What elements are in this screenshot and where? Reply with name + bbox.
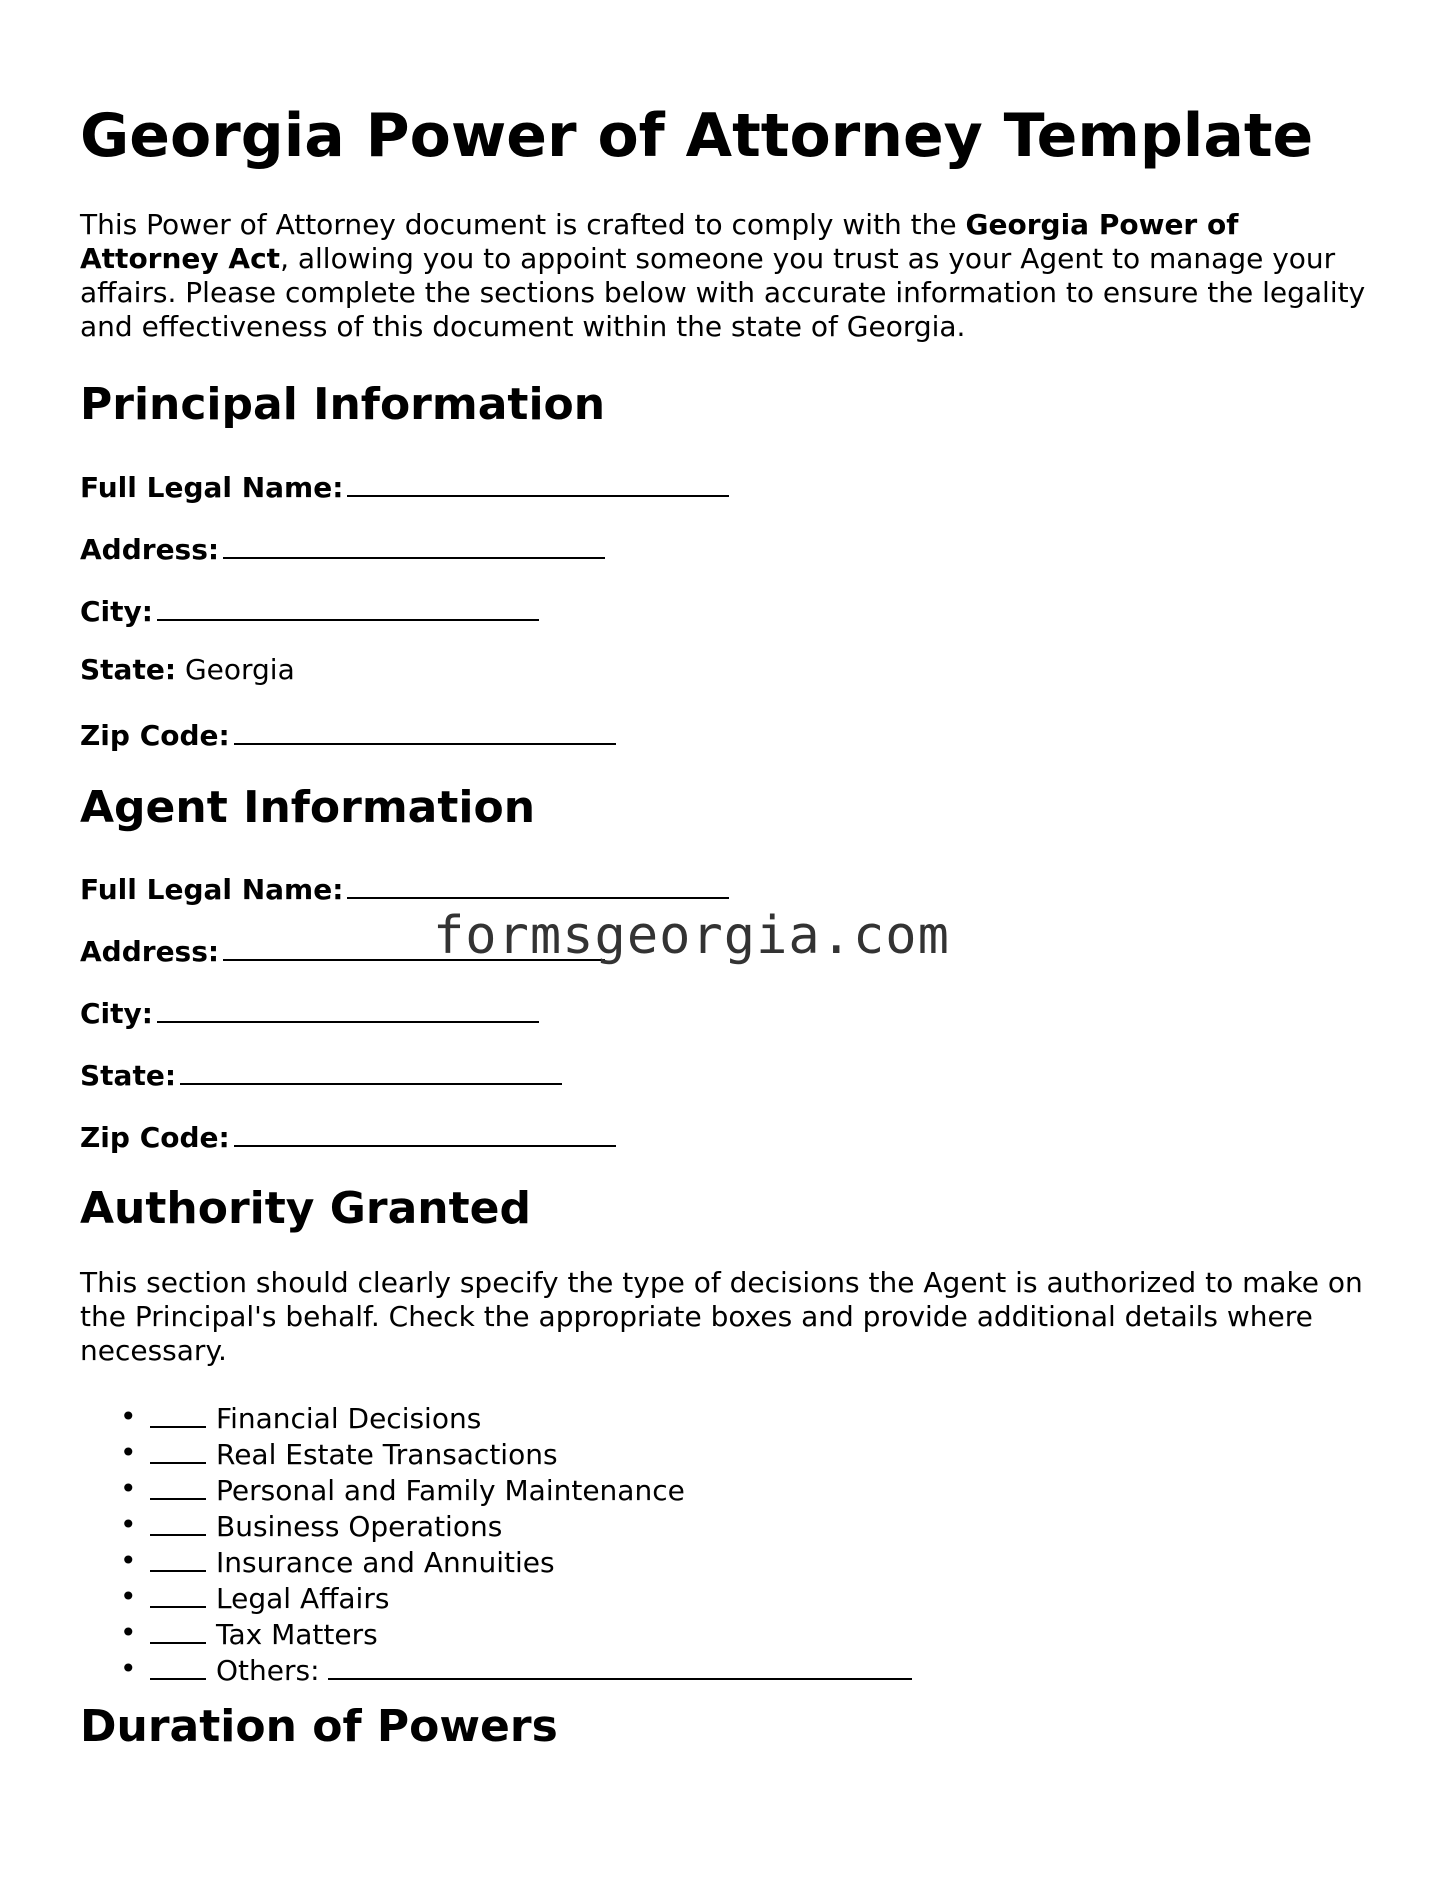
authority-item xyxy=(120,1472,912,1508)
document-title: Georgia Power of Attorney Template xyxy=(80,101,1314,171)
authority-item-label: Tax Matters xyxy=(216,1618,378,1651)
authority-checkbox[interactable] xyxy=(150,1616,206,1644)
agent-heading: Agent Information xyxy=(80,782,536,833)
others-input[interactable] xyxy=(328,1652,912,1680)
intro-text-before: This Power of Attorney document is crafted to comply with the xyxy=(80,208,966,241)
authority-item-label: Insurance and Annuities xyxy=(216,1546,555,1579)
bullet-icon: • xyxy=(120,1436,137,1469)
authority-item-label: Legal Affairs xyxy=(216,1582,390,1615)
authority-checkbox[interactable] xyxy=(150,1508,206,1536)
authority-checkbox[interactable] xyxy=(150,1580,206,1608)
agent-name-label: Full Legal Name: xyxy=(80,873,344,906)
principal-state-label: State: xyxy=(80,653,177,686)
agent-zip-input[interactable] xyxy=(234,1117,616,1147)
authority-description: This section should clearly specify the type of decisions the Agent is authorized to make on the Principal's behalf. Check the appropriate boxes and provide additional details where necessary. xyxy=(80,1266,1363,1367)
authority-item-others xyxy=(120,1652,912,1688)
authority-item-label: Real Estate Transactions xyxy=(216,1438,558,1471)
principal-name-input[interactable] xyxy=(347,467,729,497)
authority-item xyxy=(120,1580,912,1616)
principal-zip-field xyxy=(80,715,616,753)
bullet-icon: • xyxy=(120,1400,137,1433)
principal-state-value: Georgia xyxy=(184,653,295,686)
agent-zip-label: Zip Code: xyxy=(80,1121,230,1154)
authority-checkbox[interactable] xyxy=(150,1400,206,1428)
agent-name-input[interactable] xyxy=(347,869,729,899)
bullet-icon: • xyxy=(120,1544,137,1577)
agent-city-label: City: xyxy=(80,997,153,1030)
principal-name-field xyxy=(80,467,729,505)
authority-list xyxy=(80,1400,912,1688)
authority-item xyxy=(120,1544,912,1580)
bullet-icon: • xyxy=(120,1472,137,1505)
duration-heading: Duration of Powers xyxy=(80,1701,558,1752)
principal-city-input[interactable] xyxy=(157,591,539,621)
bullet-icon: • xyxy=(120,1616,137,1649)
bullet-icon: • xyxy=(120,1580,137,1613)
authority-item xyxy=(120,1616,912,1652)
principal-zip-label: Zip Code: xyxy=(80,719,230,752)
authority-checkbox[interactable] xyxy=(150,1472,206,1500)
agent-address-label: Address: xyxy=(80,935,220,968)
agent-city-input[interactable] xyxy=(157,993,539,1023)
principal-address-label: Address: xyxy=(80,533,220,566)
principal-name-label: Full Legal Name: xyxy=(80,471,344,504)
principal-city-field xyxy=(80,591,539,629)
principal-heading: Principal Information xyxy=(80,379,606,430)
agent-city-field xyxy=(80,993,539,1031)
bullet-icon: • xyxy=(120,1652,137,1685)
watermark: formsgeorgia.com xyxy=(433,906,950,966)
agent-zip-field xyxy=(80,1117,616,1155)
authority-item xyxy=(120,1436,912,1472)
authority-item xyxy=(120,1400,912,1436)
authority-checkbox[interactable] xyxy=(150,1652,206,1680)
agent-name-field xyxy=(80,869,729,907)
authority-item-label: Others: xyxy=(216,1654,320,1687)
act-name: Georgia Power of Attorney Act xyxy=(80,208,1239,275)
agent-state-label: State: xyxy=(80,1059,177,1092)
authority-checkbox[interactable] xyxy=(150,1544,206,1572)
principal-address-input[interactable] xyxy=(223,529,605,559)
authority-item xyxy=(120,1508,912,1544)
principal-city-label: City: xyxy=(80,595,153,628)
authority-item-label: Personal and Family Maintenance xyxy=(216,1474,685,1507)
principal-state-field xyxy=(80,653,295,687)
principal-zip-input[interactable] xyxy=(234,715,616,745)
bullet-icon: • xyxy=(120,1508,137,1541)
authority-checkbox[interactable] xyxy=(150,1436,206,1464)
principal-address-field xyxy=(80,529,605,567)
intro-text-after: , allowing you to appoint someone you trust as your Agent to manage your affairs. Please complete the sections below with accurate information to ensure the legality and effectiveness of this document within the state of Georgia. xyxy=(80,242,1366,343)
agent-state-field xyxy=(80,1055,562,1093)
authority-heading: Authority Granted xyxy=(80,1183,531,1234)
authority-item-label: Business Operations xyxy=(216,1510,503,1543)
intro-paragraph xyxy=(80,208,1370,344)
agent-state-input[interactable] xyxy=(180,1055,562,1085)
authority-item-label: Financial Decisions xyxy=(216,1402,482,1435)
